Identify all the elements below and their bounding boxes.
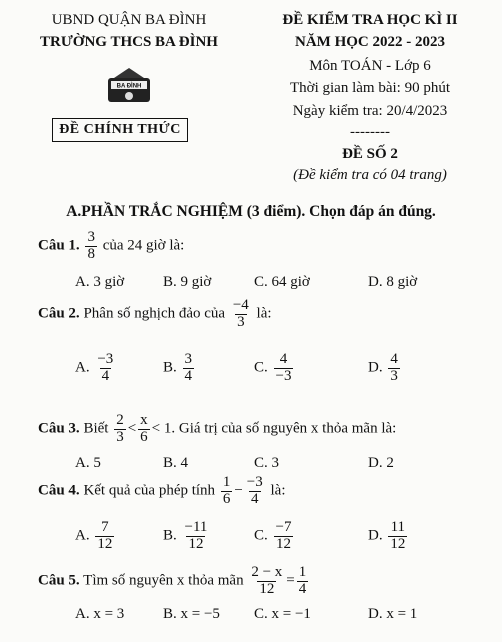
option-a[interactable]: A. x = 3 [75,606,125,622]
official-badge: ĐỀ CHÍNH THỨC [52,118,188,142]
option-c[interactable]: C. $\frac{-7}{12}$ [254,519,292,552]
exam-title: ĐỀ KIỂM TRA HỌC KÌ II [282,12,458,28]
exam-date: Ngày kiểm tra: 20/4/2023 [292,103,448,119]
school-name: TRƯỜNG THCS BA ĐÌNH [40,34,218,50]
question-3: Câu 3. Biết $\frac{2}{3}$ < $\frac{x}{6}$ < 1. Giá trị của số nguyên x thỏa mãn là: [38,412,397,445]
option-a[interactable]: A. 5 [75,455,101,471]
option-b[interactable]: B. 9 giờ [163,274,212,290]
question-4: Câu 4. Kết quả của phép tính $\frac{1}{6}$ − $\frac{-3}{4}$ là: [38,474,286,507]
question-label: Câu 2. [38,305,80,322]
option-c[interactable]: C. 3 [254,455,280,471]
option-d[interactable]: D. x = 1 [368,606,418,622]
question-5: Câu 5. Tìm số nguyên x thỏa mãn $\frac{2 - x}{12}$ = $\frac{1}{4}$ [38,564,307,597]
question-1: Câu 1. $\frac{3}{8}$ của 24 giờ là: [38,229,185,262]
option-a[interactable]: A. $\frac{-3}{4}$ [75,351,114,384]
option-a[interactable]: A. 3 giờ [75,274,125,290]
school-year: NĂM HỌC 2022 - 2023 [295,34,445,50]
fraction: $\frac{3}{8}$ [87,229,95,262]
question-2: Câu 2. Phân số nghịch đảo của $\frac{-4}{3}$ là: [38,297,272,330]
option-d[interactable]: D. $\frac{11}{12}$ [368,519,406,552]
exam-code: ĐỀ SỐ 2 [342,146,398,162]
duration: Thời gian làm bài: 90 phút [290,80,450,96]
option-c[interactable]: C. $\frac{4}{-3}$ [254,351,292,384]
option-c[interactable]: C. x = −1 [254,606,311,622]
question-label: Câu 5. [38,572,80,589]
option-b[interactable]: B. $\frac{3}{4}$ [163,351,193,384]
question-label: Câu 1. [38,237,80,254]
subject: Môn TOÁN - Lớp 6 [309,58,431,74]
separator: -------- [350,124,390,140]
option-b[interactable]: B. 4 [163,455,189,471]
option-d[interactable]: D. 2 [368,455,394,471]
section-title: A.PHẦN TRẮC NGHIỆM (3 điểm). Chọn đáp án đúng. [66,203,436,220]
school-logo [104,64,154,106]
option-b[interactable]: B. $\frac{-11}{12}$ [163,519,208,552]
option-d[interactable]: D. $\frac{4}{3}$ [368,351,398,384]
option-a[interactable]: A. $\frac{7}{12}$ [75,519,113,552]
option-b[interactable]: B. x = −5 [163,606,220,622]
question-label: Câu 4. [38,482,80,499]
option-d[interactable]: D. 8 giờ [368,274,418,290]
question-label: Câu 3. [38,420,80,437]
pages-note: (Đề kiểm tra có 04 trang) [293,167,447,183]
option-c[interactable]: C. 64 giờ [254,274,310,290]
fraction: $\frac{-4}{3}$ [232,297,249,330]
department-name: UBND QUẬN BA ĐÌNH [51,12,207,28]
logo-lettering: BA ĐÌNH [116,83,142,90]
